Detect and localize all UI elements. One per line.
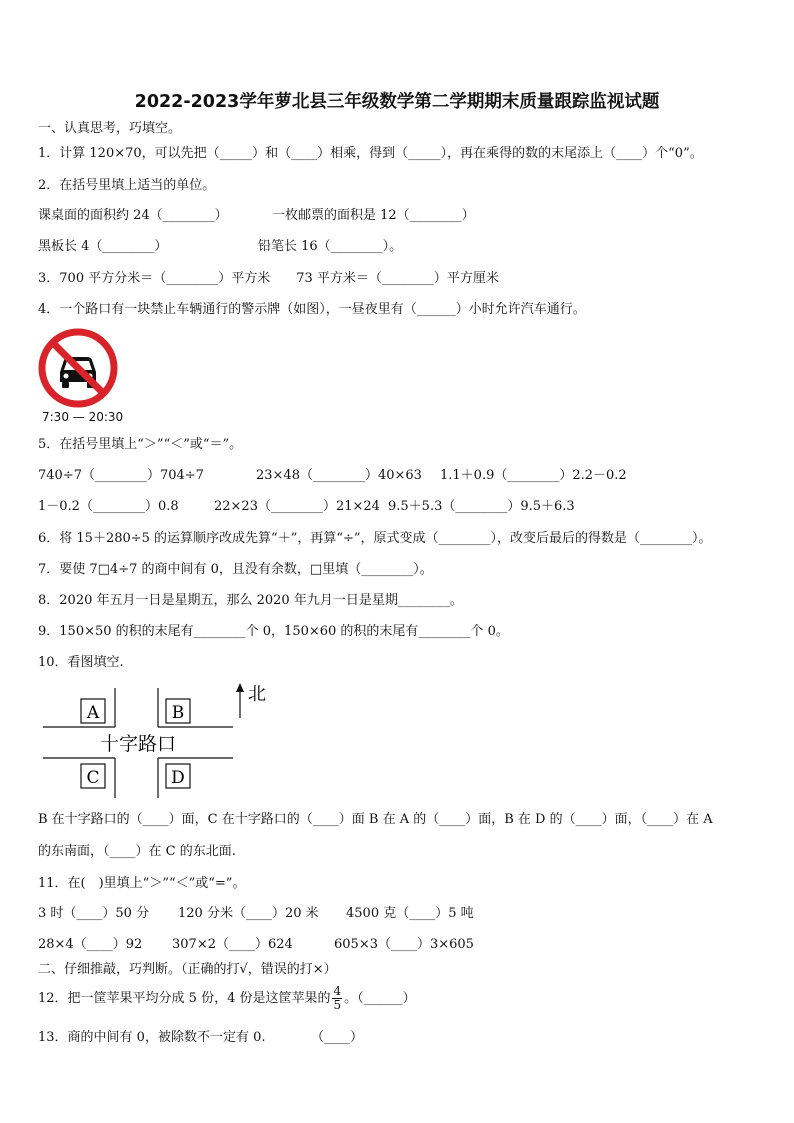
question-6: 6．将 15＋280÷5 的运算顺序改成先算“＋”，再算“÷”，原式变成（________），改变后最后的得数是（________）。 bbox=[38, 531, 712, 546]
section-heading: 二、仔细推敲，巧判断。（正确的打√，错误的打×） bbox=[38, 962, 337, 977]
map-label-c: C bbox=[86, 768, 100, 788]
question-4: 4．一个路口有一块禁止车辆通行的警示牌（如图），一昼夜里有（______）小时允许汽车通行。 bbox=[38, 302, 586, 317]
question-10: 10．看图填空. bbox=[38, 655, 124, 670]
question-2-item: 铅笔长 16（________）。 bbox=[258, 239, 403, 254]
question-5-item: 740÷7（________）704÷7 bbox=[38, 468, 204, 483]
question-5-item: 1.1＋0.9（________）2.2－0.2 bbox=[440, 468, 627, 483]
question-7: 7．要使 7□4÷7 的商中间有 0，且没有余数，□里填（________）。 bbox=[38, 562, 433, 577]
question-5-item: 1－0.2（________）0.8 bbox=[38, 499, 179, 514]
question-2-item: 黑板长 4（________） bbox=[38, 239, 168, 254]
question-3: 3．700 平方分米＝（________）平方米 73 平方米＝（________）平方厘米 bbox=[38, 271, 499, 286]
question-13: 13．商的中间有 0，被除数不一定有 0. （____） bbox=[38, 1030, 363, 1045]
question-11-item: 307×2（____）624 bbox=[172, 937, 293, 952]
question-12-answer: 。（______） bbox=[344, 991, 416, 1006]
map-label-a: A bbox=[86, 703, 100, 723]
question-2: 2．在括号里填上适当的单位。 bbox=[38, 178, 216, 193]
question-5-item: 23×48（________）40×63 bbox=[256, 468, 422, 483]
section-heading: 一、认真思考，巧填空。 bbox=[38, 121, 182, 136]
question-5-item: 9.5＋5.3（________）9.5＋6.3 bbox=[388, 499, 575, 514]
question-11-item: 605×3（____）3×605 bbox=[334, 937, 474, 952]
map-label-d: D bbox=[171, 768, 185, 788]
fraction-denominator: 5 bbox=[333, 998, 342, 1012]
fraction bbox=[332, 985, 342, 1012]
question-1: 1．计算 120×70，可以先把（_____）和（____）相乘，得到（_____），再在乘得的数的末尾添上（____）个“0”。 bbox=[38, 146, 703, 161]
question-9: 9．150×50 的积的末尾有________个 0，150×60 的积的末尾有________个 0。 bbox=[38, 624, 509, 639]
question-10-text: 的东南面，（____）在 C 的东北面. bbox=[38, 844, 236, 859]
crossroads-map bbox=[38, 680, 278, 800]
question-5: 5．在括号里填上“＞”“＜”或“＝”。 bbox=[38, 437, 243, 452]
map-center-label: 十字路口 bbox=[99, 733, 177, 755]
question-2-item: 一枚邮票的面积是 12（________） bbox=[272, 208, 475, 223]
map-north-label: 北 bbox=[248, 684, 266, 705]
sign-time-label: 7:30 — 20:30 bbox=[42, 410, 124, 424]
question-11-item: 3 时（____）50 分 bbox=[38, 906, 150, 921]
fraction-numerator: 4 bbox=[333, 984, 342, 998]
no-vehicles-sign-icon bbox=[38, 328, 118, 408]
question-10-text: B 在十字路口的（____）面，C 在十字路口的（____）面 B 在 A 的（____）面，B 在 D 的（____）面，（____）在 A bbox=[38, 812, 713, 827]
question-11-item: 4500 克（____）5 吨 bbox=[346, 906, 474, 921]
question-5-item: 22×23（________）21×24 bbox=[214, 499, 380, 514]
question-11: 11．在( )里填上“＞”“＜”或“=”。 bbox=[38, 876, 246, 891]
question-12-text: 12．把一筐苹果平均分成 5 份，4 份是这筐苹果的 bbox=[38, 991, 331, 1006]
question-12 bbox=[38, 984, 416, 1014]
question-8: 8．2020 年五月一日是星期五，那么 2020 年九月一日是星期________。 bbox=[38, 593, 463, 608]
page-title: 2022-2023学年萝北县三年级数学第二学期期末质量跟踪监视试题 bbox=[134, 92, 660, 112]
question-2-item: 课桌面的面积约 24（________） bbox=[38, 208, 228, 223]
map-label-b: B bbox=[171, 703, 185, 723]
question-11-item: 28×4（____）92 bbox=[38, 937, 143, 952]
question-11-item: 120 分米（____）20 米 bbox=[178, 906, 319, 921]
